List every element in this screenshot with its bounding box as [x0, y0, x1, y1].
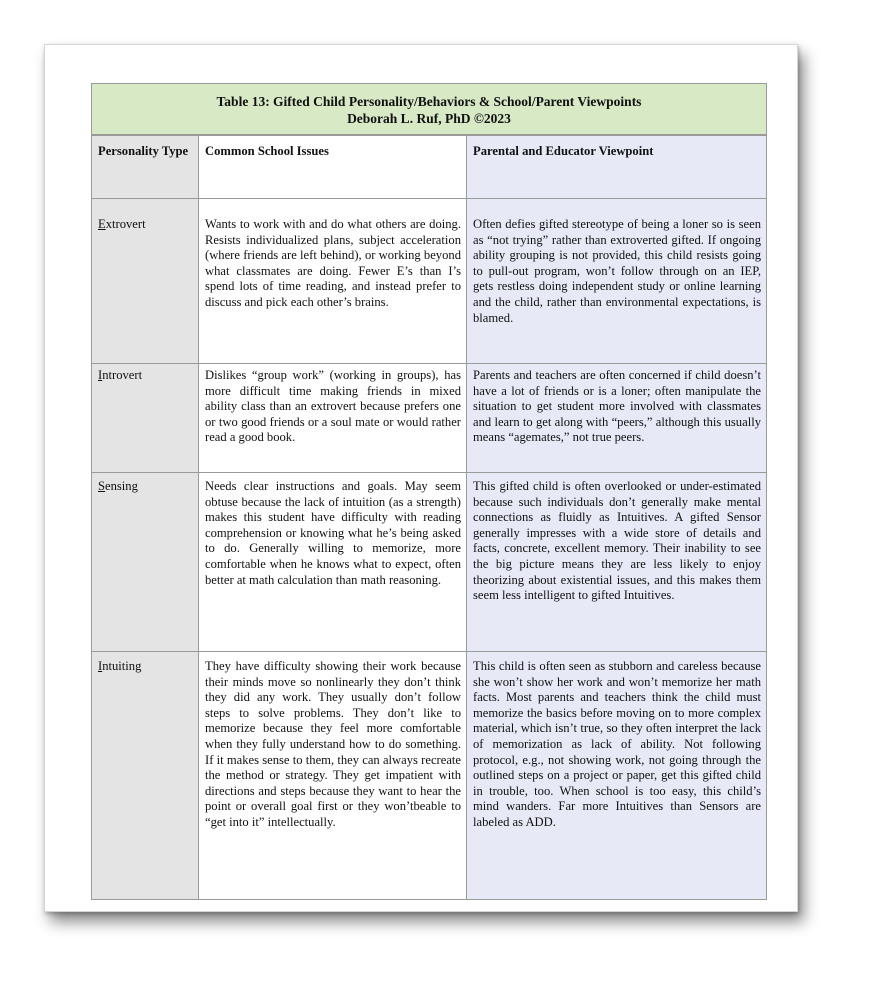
type-rest: ntuiting	[102, 659, 142, 673]
type-initial: I	[98, 368, 103, 382]
type-cell	[92, 652, 199, 900]
type-initial: E	[98, 217, 106, 231]
table-row	[92, 364, 767, 473]
viewpoint-cell: This gifted child is often overlooked or under-estimated because such individuals don’t generally make mental connections as fluidly as Intuitives. A gifted Sensor generally impresses with a wide store of details and facts, concrete, excellent memory. Their inability to see the big picture means they are less likely to enjoy theorizing about existential issues, and this makes them seem less intelligent to gifted Intuitives.	[467, 473, 767, 652]
table-title: Table 13: Gifted Child Personality/Behaviors & School/Parent Viewpoints	[216, 94, 642, 109]
header-personality-type: Personality Type	[92, 136, 199, 199]
table-author: Deborah L. Ruf, PhD ©2023	[347, 111, 511, 126]
type-rest: ensing	[105, 479, 138, 493]
personality-table	[91, 83, 767, 903]
school-issues-cell: Dislikes “group work” (working in groups), has more difficult time making friends in mixed ability class than an extrovert because prefers one or two good friends or a soul mate or would rather read a good book.	[199, 364, 467, 473]
header-school-issues: Common School Issues	[199, 136, 467, 199]
type-rest: xtrovert	[105, 217, 146, 231]
school-issues-cell: Needs clear instructions and goals. May seem obtuse because the lack of intuition (as a strength) makes this student have difficulty with reading comprehension or knowing what he’s being asked to do. Generally willing to memorize, more comfortable when he knows what to expect, often better at math calculation than math reasoning.	[199, 473, 467, 652]
table-row	[92, 652, 767, 900]
table-row	[92, 473, 767, 652]
type-cell	[92, 199, 199, 364]
table-body	[91, 135, 767, 900]
type-initial: S	[98, 479, 106, 493]
type-cell	[92, 364, 199, 473]
header-viewpoint: Parental and Educator Viewpoint	[467, 136, 767, 199]
document-page	[44, 44, 798, 912]
type-cell	[92, 473, 199, 652]
type-rest: ntrovert	[102, 368, 143, 382]
viewpoint-cell: Parents and teachers are often concerned if child doesn’t have a lot of friends or is a loner; often manipulate the situation to get student more involved with classmates and learn to get along with “peers,” although this usually means “agemates,” not true peers.	[467, 364, 767, 473]
table-title-cell	[91, 83, 767, 135]
school-issues-cell: They have difficulty showing their work because their minds move so nonlinearly they don’t think they did any work. They usually don’t follow steps to solve problems. They don’t like to memorize because they feel more comfortable when they fully understand how to do something. If it makes sense to them, they can always recreate the method or strategy. They get impatient with directions and steps because they want to hear the point or overall goal first or they won’tbeable to “get into it” intellectually.	[199, 652, 467, 900]
table-row	[92, 199, 767, 364]
viewpoint-cell: This child is often seen as stubborn and careless because she won’t show her work and won’t memorize her math facts. Most parents and teachers think the child must memorize the basics before moving on to more complex material, which isn’t true, so they often interpret the lack of memorization as lack of ability. Not following protocol, e.g., not showing work, not going through the outlined steps on a project or paper, get this gifted child in trouble, too. When school is too easy, this child’s mind wanders. Far more Intuitives than Sensors are labeled as ADD.	[467, 652, 767, 900]
school-issues-cell: Wants to work with and do what others are doing. Resists individualized plans, subject acceleration (where friends are left behind), or working beyond what classmates are doing. Fewer E’s than I’s spend lots of time reading, and instead prefer to discuss and pick each other’s brains.	[199, 199, 467, 364]
header-row	[92, 136, 767, 199]
viewpoint-cell: Often defies gifted stereotype of being a loner so is seen as “not trying” rather than extroverted gifted. If ongoing ability grouping is not provided, this child resists going to pull-out program, won’t follow through on an IEP, gets restless doing independent study or online learning and the child, rather than environmental expectations, is blamed.	[467, 199, 767, 364]
type-initial: I	[98, 659, 103, 673]
